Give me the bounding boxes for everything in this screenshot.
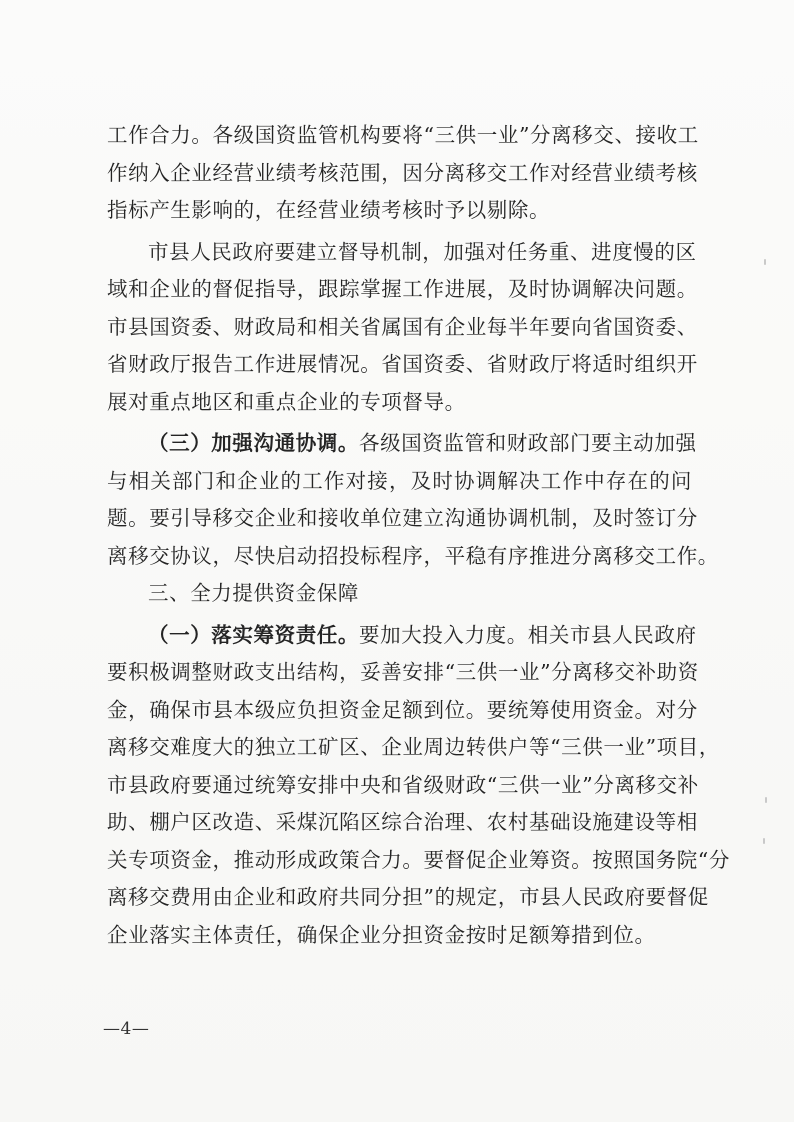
- text-line: 离移交协议，尽快启动招投标程序，平稳有序推进分离移交工作。: [107, 543, 719, 568]
- text-line: 题。要引导移交企业和接收单位建立沟通协调机制，及时签订分: [107, 506, 698, 530]
- text-line: 市县人民政府要建立督导机制，加强对任务重、进度慢的区: [148, 239, 697, 264]
- text-line: 指标产生影响的，在经营业绩考核时予以剔除。: [107, 198, 551, 222]
- text-run: 要加大投入力度。相关市县人民政府: [359, 622, 697, 647]
- scan-speck: [763, 838, 765, 844]
- text-line: 省财政厅报告工作进展情况。省国资委、省财政厅将适时组织开: [107, 352, 698, 376]
- document-body: [107, 117, 730, 954]
- text-line: 工作合力。各级国资监管机构要将“三供一业”分离移交、接收工: [107, 123, 699, 147]
- text-line: [107, 617, 697, 655]
- text-line: 离移交费用由企业和政府共同分担”的规定，市县人民政府要督促: [107, 885, 709, 909]
- text-line: 企业落实主体责任，确保企业分担资金按时足额筹措到位。: [107, 922, 656, 947]
- text-line: 市县政府要通过统筹安排中央和省级财政“三供一业”分离移交补: [107, 772, 699, 797]
- page-number: —4—: [103, 1019, 150, 1039]
- scan-speck: [764, 259, 766, 265]
- text-line: 助、棚户区改造、采煤沉陷区综合治理、农村基础设施建设等相: [107, 810, 698, 834]
- text-line: 域和企业的督促指导，跟踪掌握工作进展，及时协调解决问题。: [107, 277, 698, 301]
- scan-speck: [765, 797, 767, 803]
- text-line: 作纳入企业经营业绩考核范围，因分离移交工作对经营业绩考核: [107, 160, 698, 185]
- text-line: 市县国资委、财政局和相关省属国有企业每半年要向省国资委、: [107, 314, 698, 339]
- section-heading: 三、全力提供资金保障: [148, 581, 359, 605]
- text-line: [107, 425, 697, 463]
- text-line: 关专项资金，推动形成政策合力。要督促企业筹资。按照国务院“分: [107, 847, 730, 872]
- text-line: 要积极调整财政支出结构，妥善安排“三供一业”分离移交补助资: [107, 660, 699, 684]
- text-line: 展对重点地区和重点企业的专项督导。: [107, 389, 466, 414]
- text-line: 金，确保市县本级应负担资金足额到位。要统筹使用资金。对分: [107, 697, 698, 722]
- text-run: 各级国资监管和财政部门要主动加强: [359, 431, 697, 455]
- text-line: 与相关部门和企业的工作对接，及时协调解决工作中存在的问: [107, 468, 692, 493]
- section-lead-bold: （三）加强沟通协调。: [148, 431, 359, 455]
- text-line: 离移交难度大的独立工矿区、企业周边转供户等“三供一业”项目，: [107, 735, 720, 759]
- section-lead-bold: （一）落实筹资责任。: [148, 622, 359, 647]
